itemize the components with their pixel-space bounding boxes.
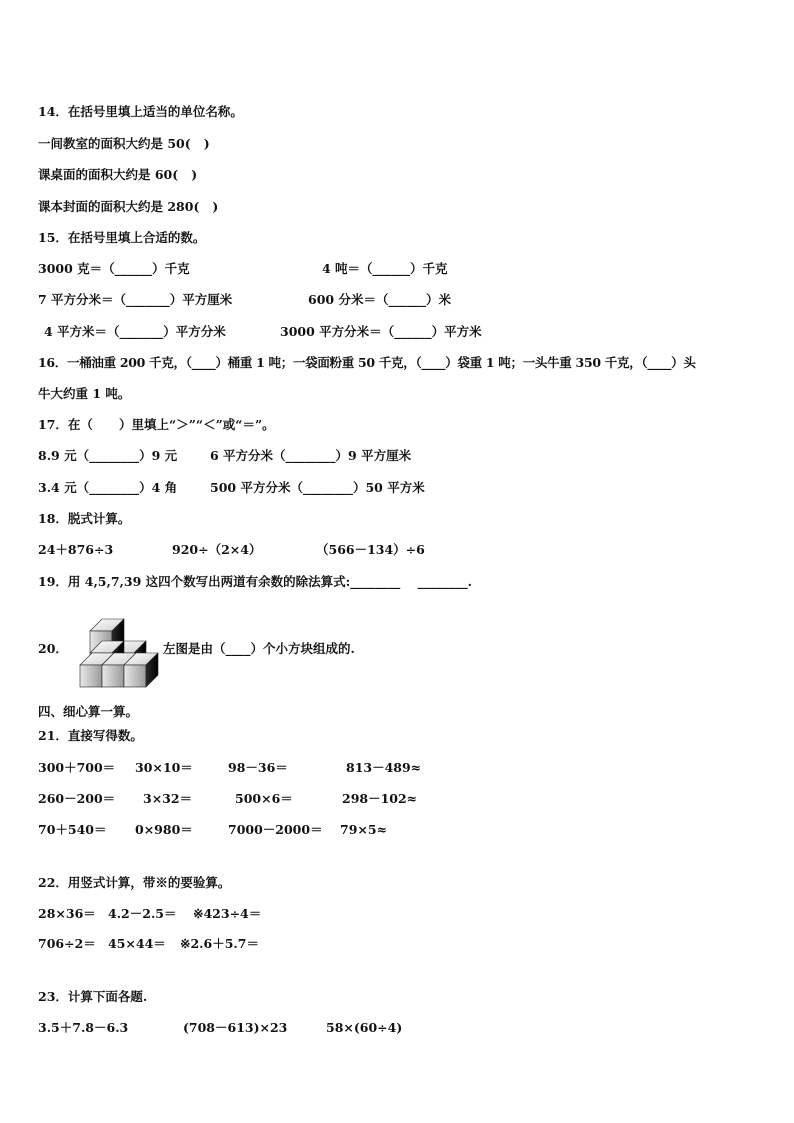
q21-r3-c4: 79×5≈ <box>340 822 388 837</box>
q22-title: 22．用竖式计算，带※的要验算。 <box>38 875 231 890</box>
q18-item-c: （566－134）÷6 <box>316 542 425 557</box>
q15-title: 15．在括号里填上合适的数。 <box>38 230 206 245</box>
q14-title: 14．在括号里填上适当的单位名称。 <box>38 104 243 119</box>
q22-r2-c2: 45×44＝ <box>108 936 166 951</box>
q21-r2-c4: 298－102≈ <box>342 791 418 806</box>
q19-text: 19．用 4,5,7,39 这四个数写出两道有余数的除法算式:________ ________. <box>38 574 473 589</box>
q22-r1-c2: 4.2－2.5＝ <box>108 906 177 921</box>
q15-item-c: 7 平方分米＝（_______）平方厘米 <box>38 292 233 307</box>
q16-line-2: 牛大约重 1 吨。 <box>38 386 131 401</box>
q21-r3-c3: 7000－2000＝ <box>228 822 323 837</box>
q22-r1-c3: ※423÷4＝ <box>193 906 262 921</box>
q21-r3-c1: 70＋540＝ <box>38 822 107 837</box>
q23-item-3: 58×(60÷4) <box>326 1020 403 1035</box>
cube-stack-figure <box>66 603 160 691</box>
q15-item-b: 4 吨＝（______）千克 <box>322 261 448 276</box>
q17-title: 17．在（ ）里填上“＞”“＜”或“＝”。 <box>38 417 275 432</box>
q17-item-d: 500 平方分米（________）50 平方米 <box>210 480 425 495</box>
q17-item-b: 6 平方分米（________）9 平方厘米 <box>210 448 412 463</box>
q23-item-2: (708－613)×23 <box>183 1020 288 1035</box>
q21-r2-c1: 260－200＝ <box>38 791 116 806</box>
q21-r3-c2: 0×980＝ <box>135 822 193 837</box>
q21-r1-c3: 98－36＝ <box>228 760 288 775</box>
q18-item-b: 920÷（2×4） <box>172 542 262 557</box>
q15-item-e: 4 平方米＝（_______）平方分米 <box>44 324 226 339</box>
q23-item-1: 3.5＋7.8－6.3 <box>38 1020 129 1035</box>
q21-r2-c3: 500×6＝ <box>235 791 293 806</box>
q17-item-c: 3.4 元（________）4 角 <box>38 480 178 495</box>
q23-title: 23．计算下面各题. <box>38 989 148 1004</box>
q21-r1-c2: 30×10＝ <box>135 760 193 775</box>
q22-r1-c1: 28×36＝ <box>38 906 96 921</box>
q22-r2-c3: ※2.6＋5.7＝ <box>180 936 259 951</box>
q18-item-a: 24＋876÷3 <box>38 542 114 557</box>
q16-line-1: 16．一桶油重 200 千克，（____）桶重 1 吨；一袋面粉重 50 千克，（____）袋重 1 吨；一头牛重 350 千克，（____）头 <box>38 355 696 370</box>
q21-r2-c2: 3×32＝ <box>143 791 193 806</box>
q14-line-3: 课本封面的面积大约是 280( ) <box>38 199 219 214</box>
q15-item-d: 600 分米＝（______）米 <box>308 292 451 307</box>
q17-item-a: 8.9 元（________）9 元 <box>38 448 178 463</box>
q15-item-a: 3000 克＝（______）千克 <box>38 261 190 276</box>
q14-line-1: 一间教室的面积大约是 50( ) <box>38 136 210 151</box>
q14-line-2: 课桌面的面积大约是 60( ) <box>38 167 198 182</box>
q15-item-f: 3000 平方分米＝（______）平方米 <box>280 324 482 339</box>
q20-text: 左图是由（____）个小方块组成的. <box>163 641 355 656</box>
section-4-heading: 四、细心算一算。 <box>38 704 139 719</box>
q21-r1-c4: 813－489≈ <box>346 760 422 775</box>
q18-title: 18．脱式计算。 <box>38 511 131 526</box>
q21-title: 21．直接写得数。 <box>38 728 143 743</box>
q20-number: 20． <box>38 641 68 656</box>
q22-r2-c1: 706÷2＝ <box>38 936 96 951</box>
q21-r1-c1: 300＋700＝ <box>38 760 116 775</box>
